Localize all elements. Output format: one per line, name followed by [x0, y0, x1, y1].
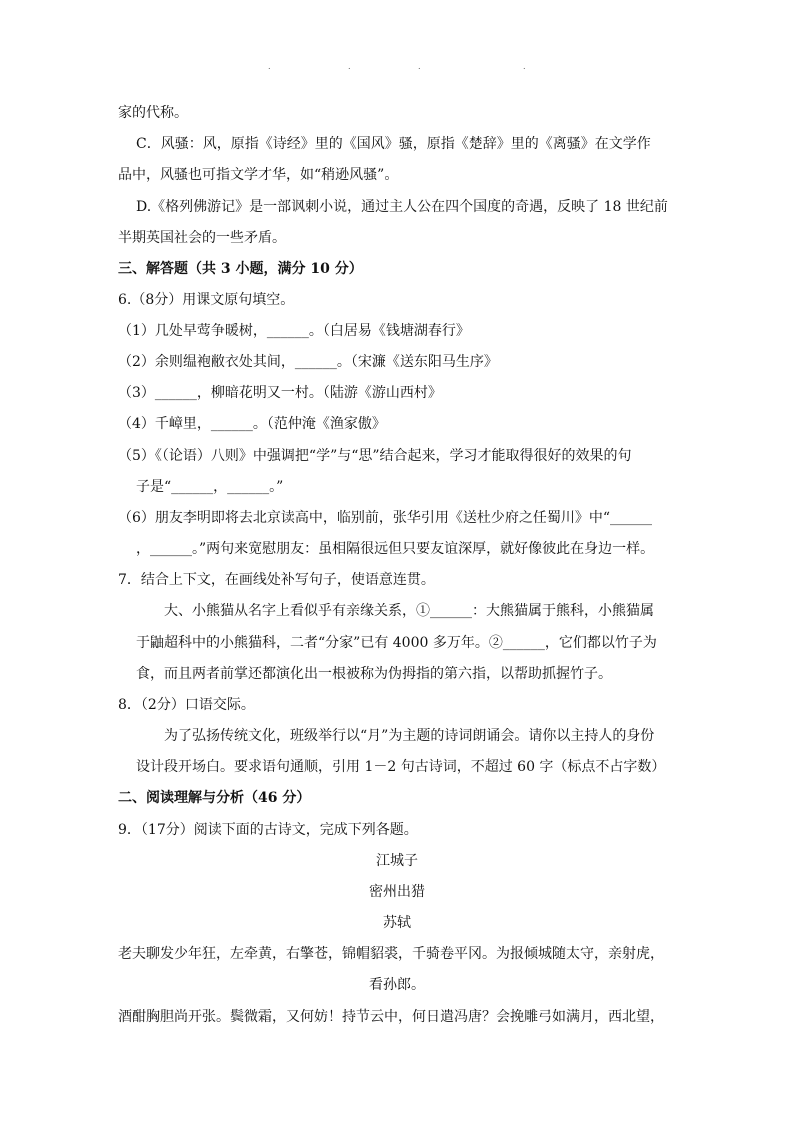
- header-dot: .: [268, 62, 271, 71]
- text-line: （3）______，柳暗花明又一村。（陆游《游山西村》: [118, 385, 442, 401]
- text-line: 半期英国社会的一些矛盾。: [118, 230, 286, 246]
- text-line: 子是“______，______。”: [136, 479, 284, 495]
- poem-line: 老夫聊发少年狂，左牵黄，右擎苍，锦帽貂裘，千骑卷平冈。为报倾城随太守，亲射虎，: [118, 946, 664, 962]
- question-title: 7．结合上下文，在画线处补写句子，使语意连贯。: [118, 572, 435, 588]
- text-line: D.《格列佛游记》是一部讽刺小说，通过主人公在四个国度的奇遇，反映了 18 世纪前: [136, 199, 668, 215]
- question-title: 8．（2分）口语交际。: [118, 697, 255, 713]
- section-heading: 三、解答题（共 3 小题，满分 10 分）: [118, 261, 363, 277]
- header-dot: .: [418, 62, 421, 71]
- poem-title: 江城子: [376, 853, 418, 869]
- text-line: 设计段开场白。要求语句通顺，引用 1－2 句古诗词，不超过 60 字（标点不占字数）: [136, 759, 666, 775]
- question-title: 9．（17分）阅读下面的古诗文，完成下列各题。: [118, 822, 418, 838]
- text-line: 于鼬超科中的小熊猫科，二者“分家”已有 4000 多万年。②______，它们都以竹子为: [136, 635, 657, 651]
- text-line: （1）几处早莺争暖树，______。（白居易《钱塘湖春行》: [118, 323, 470, 339]
- text-line: 为了弘扬传统文化，班级举行以“月”为主题的诗词朗诵会。请你以主持人的身份: [164, 728, 655, 744]
- poem-author: 苏轼: [383, 915, 411, 931]
- text-line: 品中，风骚也可指文学才华，如“稍逊风骚”。: [118, 167, 399, 183]
- question-title: 6.（8分）用课文原句填空。: [118, 292, 295, 308]
- poem-line: 酒酣胸胆尚开张。鬓微霜，又何妨！持节云中，何日遣冯唐？会挽雕弓如满月，西北望，: [118, 1009, 664, 1025]
- text-line: 食，而且两者前掌还都演化出一根被称为伪拇指的第六指，以帮助抓握竹子。: [136, 666, 612, 682]
- text-line: 大、小熊猫从名字上看似乎有亲缘关系，①______：大熊猫属于熊科，小熊猫属: [164, 603, 654, 619]
- text-line: （5）《（论语）八则》中强调把“学”与“思”结合起来，学习才能取得很好的效果的句: [118, 448, 632, 464]
- text-line: C．风骚：风，原指《诗经》里的《国风》骚，原指《楚辞》里的《离骚》在文学作: [136, 136, 651, 152]
- text-line: ，______。”两句来宽慰朋友：虽相隔很远但只要友谊深厚，就好像彼此在身边一样。: [136, 541, 655, 557]
- text-line: （4）千嶂里，______。（范仲淹《渔家傲》: [118, 416, 386, 432]
- text-line: （2）余则缊袍敝衣处其间，______。（宋濂《送东阳马生序》: [118, 354, 498, 370]
- poem-line: 看孙郎。: [369, 977, 425, 993]
- header-dot: .: [523, 62, 526, 71]
- text-line: （6）朋友李明即将去北京读高中，临别前，张华引用《送杜少府之任蜀川》中“______: [118, 510, 653, 526]
- poem-subtitle: 密州出猎: [369, 884, 425, 900]
- header-dot: .: [348, 62, 351, 71]
- section-heading: 二、阅读理解与分析（46 分）: [118, 790, 311, 806]
- text-line: 家的代称。: [118, 105, 188, 121]
